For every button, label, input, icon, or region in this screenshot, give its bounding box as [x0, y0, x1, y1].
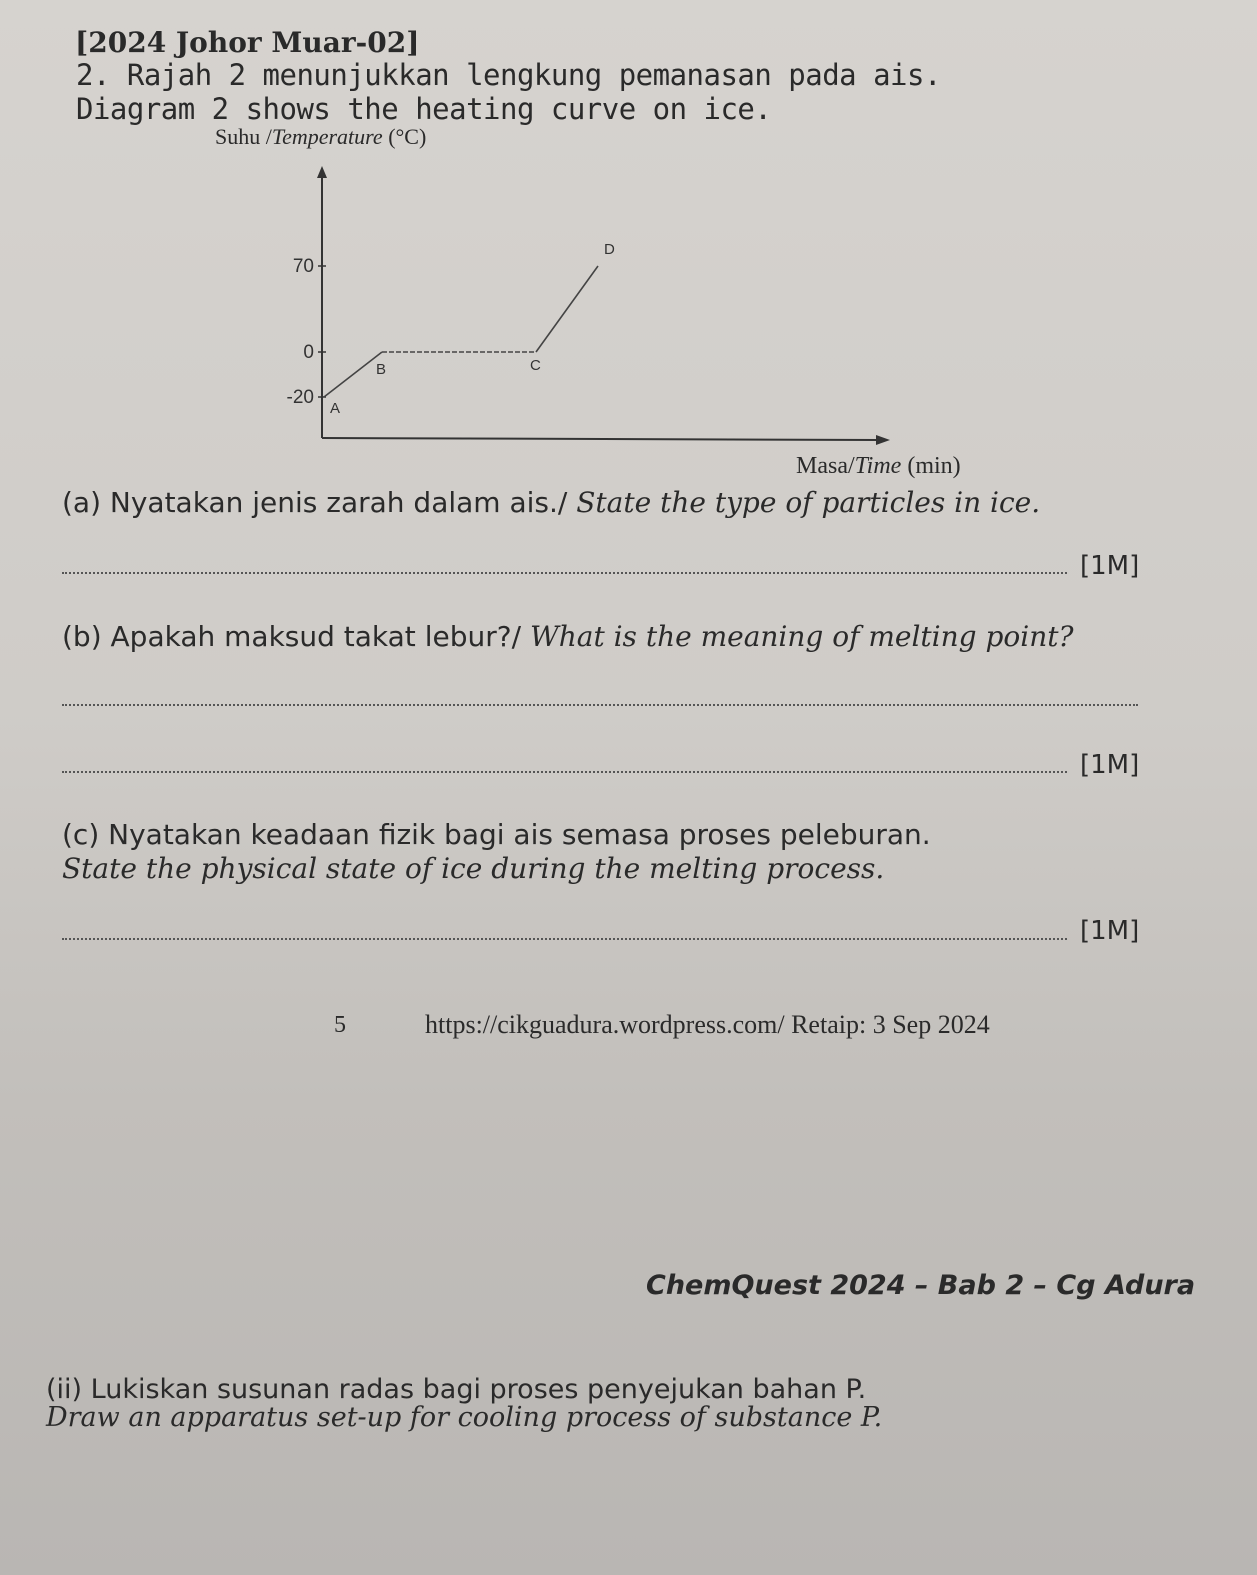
page-number: 5: [334, 1012, 346, 1038]
next-page-header: ChemQuest 2024 – Bab 2 – Cg Adura: [646, 1270, 1196, 1301]
question-b: [62, 620, 1074, 653]
x-axis-label-unit: (min): [907, 453, 961, 479]
x-axis: [322, 438, 880, 440]
y-ticks: [287, 256, 326, 408]
question-b-malay: (b) Apakah maksud takat lebur?/: [62, 620, 522, 653]
x-axis-label-english: Time: [854, 453, 902, 479]
curve-segment-AB: [324, 352, 382, 397]
question-c-english: State the physical state of ice during the melting process.: [62, 852, 885, 885]
question-c-malay: (c) Nyatakan keadaan fizik bagi ais semasa proses peleburan.: [62, 818, 931, 851]
answer-line-a[interactable]: [62, 572, 1067, 574]
x-axis-arrow: [876, 435, 890, 445]
heating-curve-chart: [0, 0, 1257, 480]
question-ii-english: Draw an apparatus set-up for cooling process of substance P.: [46, 1402, 883, 1433]
question-ii-malay: (ii) Lukiskan susunan radas bagi proses penyejukan bahan P.: [46, 1374, 867, 1405]
chart-axes: [322, 175, 880, 440]
y-axis-label-english: Temperature: [271, 124, 383, 149]
y-tick-label: 0: [303, 342, 314, 363]
answer-line-b-1[interactable]: [62, 704, 1138, 706]
x-axis-label-malay: Masa/: [796, 453, 855, 479]
point-label-D: D: [604, 241, 615, 258]
question-a-malay: (a) Nyatakan jenis zarah dalam ais./: [62, 486, 568, 519]
question-c-english-line: [62, 852, 884, 885]
answer-line-c[interactable]: [62, 938, 1067, 940]
question-a-english: State the type of particles in ice.: [576, 486, 1041, 519]
y-axis-label-malay: Suhu /: [215, 124, 272, 149]
y-tick-label: -20: [286, 387, 314, 408]
question-a: [62, 486, 1040, 519]
mark-c: [1M]: [1080, 916, 1140, 946]
mark-a: [1M]: [1080, 551, 1140, 581]
question-2-english: Diagram 2 shows the heating curve on ice.: [76, 92, 772, 126]
point-label-C: C: [530, 357, 541, 374]
point-label-A: A: [330, 400, 341, 417]
y-tick-label: 70: [292, 256, 314, 277]
x-axis-label: [796, 453, 961, 480]
curve-segment-CD: [536, 266, 598, 352]
point-label-B: B: [376, 361, 387, 378]
mark-b: [1M]: [1080, 750, 1140, 780]
answer-line-b-2[interactable]: [62, 771, 1067, 773]
y-axis-label-unit: (°C): [388, 124, 427, 149]
question-b-english: What is the meaning of melting point?: [529, 620, 1074, 653]
point-labels: [330, 241, 615, 417]
footer-url: https://cikguadura.wordpress.com/ Retaip: 3 Sep 2024: [425, 1010, 990, 1039]
source-label: [2024 Johor Muar-02]: [75, 26, 420, 59]
question-2-malay: 2. Rajah 2 menunjukkan lengkung pemanasan pada ais.: [76, 58, 941, 92]
heating-curve: [324, 266, 598, 397]
y-axis-arrow: [317, 166, 327, 178]
